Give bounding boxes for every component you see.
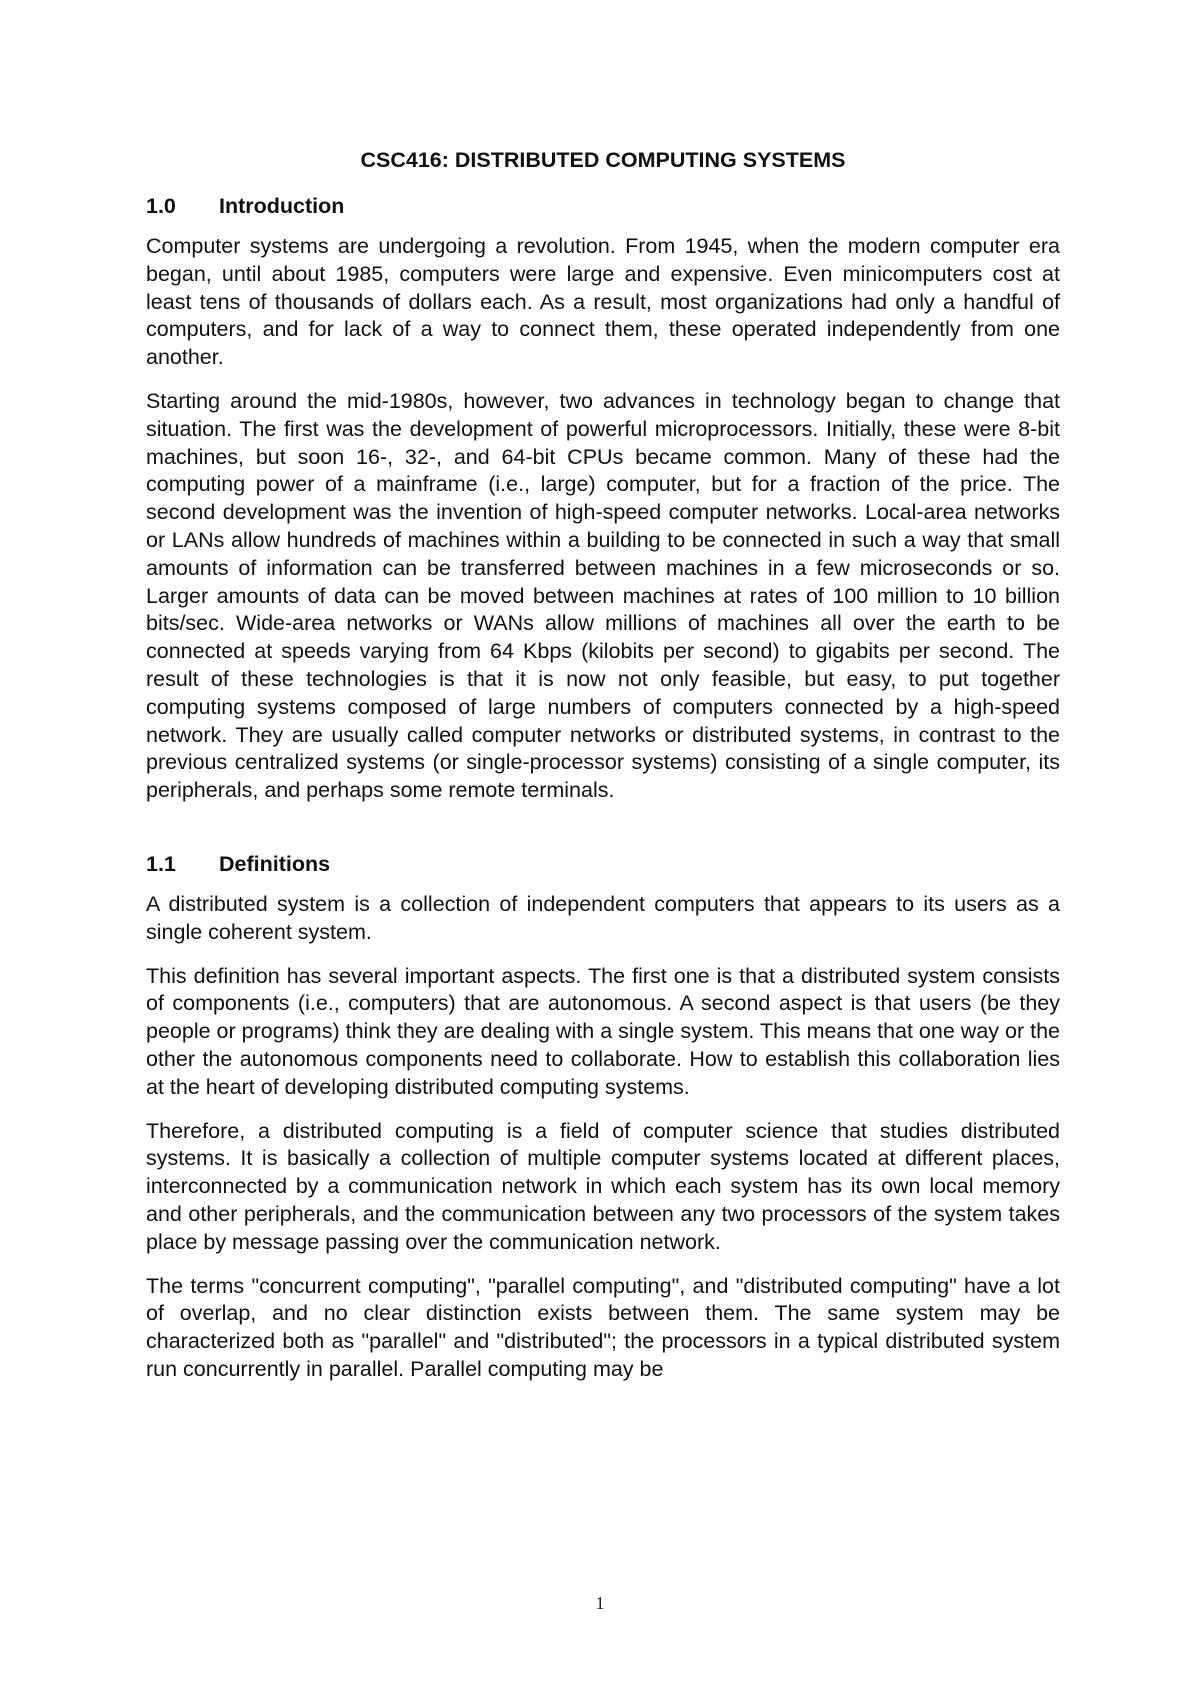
paragraph-definitions-2: This definition has several important aspects. The first one is that a distributed system consists of components (i.e., computers) that are autonomous. A second aspect is that users (be they people or programs) think they are dealing with a single system. This means that one way or the other the autonomous components need to collaborate. How to establish this collaboration lies at the heart of developing distributed computing systems. <box>146 963 1060 1099</box>
page-content <box>146 145 1060 1400</box>
section-heading-definitions <box>146 849 1060 879</box>
section-heading-introduction <box>146 191 1060 221</box>
paragraph-definitions-3: Therefore, a distributed computing is a field of computer science that studies distributed systems. It is basically a collection of multiple computer systems located at different places, interconnected by a communication network in which each system has its own local memory and other peripherals, and the communication between any two processors of the system takes place by message passing over the communication network. <box>146 1118 1060 1254</box>
section-number: 1.1 <box>146 851 176 876</box>
section-title: Definitions <box>219 851 331 876</box>
paragraph-definitions-4: The terms "concurrent computing", "parallel computing", and "distributed computing" have a lot of overlap, and no clear distinction exists between them. The same system may be characterized both as "parallel" and "distributed"; the processors in a typical distributed system run concurrently in parallel. Parallel computing may be <box>146 1273 1060 1381</box>
page-number: 1 <box>595 1593 605 1613</box>
paragraph-introduction-1: Computer systems are undergoing a revolution. From 1945, when the modern computer era began, until about 1985, computers were large and expensive. Even minicomputers cost at least tens of thousands of dollars each. As a result, most organizations had only a handful of computers, and for lack of a way to connect them, these operated independently from one another. <box>146 234 1060 370</box>
paragraph-definitions-1: A distributed system is a collection of independent computers that appears to its users as a single coherent system. <box>146 891 1060 944</box>
paragraph-introduction-2: Starting around the mid-1980s, however, two advances in technology began to change that situation. The first was the development of powerful microprocessors. Initially, these were 8-bit machines, but soon 16-, 32-, and 64-bit CPUs became common. Many of these had the computing power of a mainframe (i.e., large) computer, but for a fraction of the price. The second development was the invention of high-speed computer networks. Local-area networks or LANs allow hundreds of machines within a building to be connected in such a way that small amounts of information can be transferred between machines in a few microseconds or so. Larger amounts of data can be moved between machines at rates of 100 million to 10 billion bits/sec. Wide-area networks or WANs allow millions of machines all over the earth to be connected at speeds varying from 64 Kbps (kilobits per second) to gigabits per second. The result of these technologies is that it is now not only feasible, but easy, to put together computing systems composed of large numbers of computers connected by a high-speed network. They are usually called computer networks or distributed systems, in contrast to the previous centralized systems (or single-processor systems) consisting of a single computer, its peripherals, and perhaps some remote terminals. <box>146 388 1060 803</box>
document-title: CSC416: DISTRIBUTED COMPUTING SYSTEMS <box>360 148 846 172</box>
section-title: Introduction <box>219 194 345 218</box>
section-number: 1.0 <box>146 194 176 218</box>
